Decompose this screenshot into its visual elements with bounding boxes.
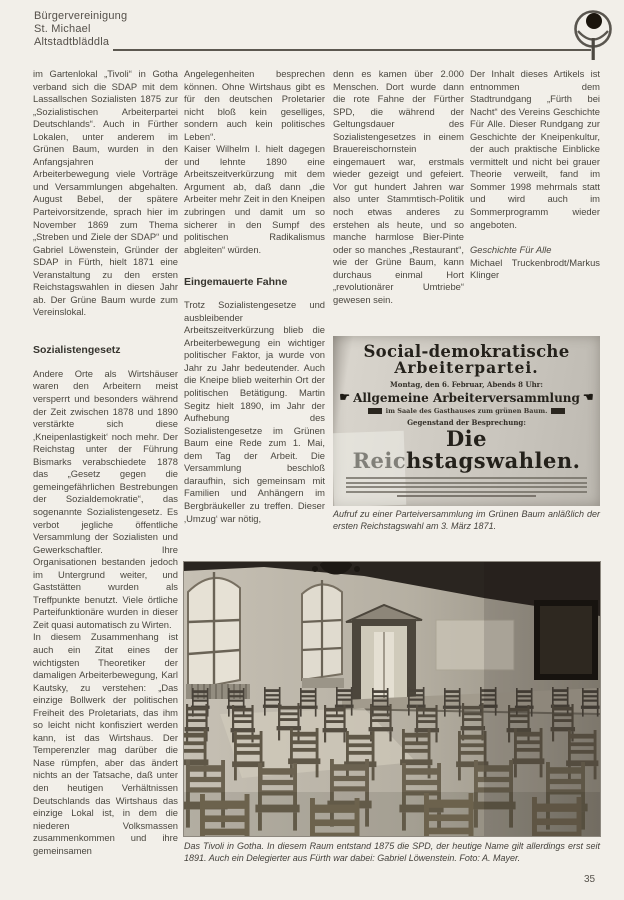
credit-organisation: Geschichte Für Alle	[470, 244, 552, 256]
org-name-line1: Bürgervereinigung	[34, 10, 128, 22]
paragraph: Andere Orte als Wirtshäuser waren den Arbeitern meist versperrt und besonders während der Zeit zwischen 1878 und 1890 verstärkte sich diese ‚Kneipenlastigkeit‘ noch mehr. Der Reichstag unter der Führung Bismarks verabschiedete 1878 das „Gesetz gegen die gemeingefährlichen Bestrebungen der Sozialdemokratie“, das sogenannte Sozialistengesetz. Es verbot jegliche öffentliche Versammlung der Sozialisten und Gewerkschaftler. Ihre Organisationen bestanden jedoch im Untergrund weiter, und Gaststätten wurden als Treffpunkte benutzt. Viele örtliche Parteifunktionäre wurden in dieser Zeit quasi automatisch zu Wirten.	[33, 367, 178, 630]
poster-meeting-line	[333, 392, 600, 405]
poster-image	[333, 336, 600, 506]
paragraph: Kaiser Wilhelm I. hielt dagegen und lehnte 1890 eine Arbeitszeitverkürzung mit dem Argument ab, daß dann „die Arbeiter mehr Zeit in den Kneipen zubringen und damit um so sicherer in den Sumpf des politischen Radikalismus abgleiten“ würden.	[184, 143, 325, 255]
poster-headline: Die Reichstagswahlen.	[352, 426, 581, 473]
header-rule	[113, 49, 591, 51]
photo-image-tivoli-hall	[184, 562, 600, 836]
org-name-line3: Altstadtbläddla	[34, 36, 110, 48]
article-column-3	[333, 68, 464, 330]
credit-authors: Michael Truckenbrodt/Markus Klinger	[470, 256, 600, 281]
masthead	[34, 10, 127, 49]
poster-paper-fold	[333, 431, 406, 506]
poster-venue-line	[333, 407, 600, 415]
pointing-hand-icon: ☚	[582, 390, 594, 404]
section-heading-sozialistengesetz: Sozialistengesetz	[33, 343, 121, 356]
fine-print-line	[346, 486, 586, 488]
poster-title-line1: Social-demokratische	[363, 342, 570, 361]
paragraph: Der Inhalt dieses Artikels ist entnommen dem Stadtrundgang „Fürth bei Nacht“ des Vereins Geschichte Für Alle. Dieser Rundgang zur Geschichte der Kneipenkultur, der auch praktische Einblicke vermittelt und nicht bei grauer Theorie verweilt, fand im Sommer 1998 mehrmals statt und wird auch im Sommerprogramm wieder angeboten.	[470, 68, 600, 230]
fine-print-signature-line	[397, 495, 536, 497]
article-credits	[470, 244, 600, 282]
fine-print-line	[346, 477, 586, 479]
fine-print-line	[346, 491, 586, 493]
article-column-1	[33, 68, 178, 868]
org-name-line2: St. Michael	[34, 23, 91, 35]
page-number: 35	[584, 874, 596, 885]
paragraph: Angelegenheiten besprechen können. Ohne Wirtshaus gibt es für den deutschen Proletarier nicht bloß kein geselliges, sondern auch kein politisches Leben“.	[184, 68, 325, 142]
paragraph: im Gartenlokal „Tivoli“ in Gotha verband sich die SDAP mit dem Lassallschen Sozialisten 1875 zur „Sozialistischen Arbeiterpartei Deutschlands“. Auch in Fürther Lokalen, unter anderem im Grünen Baum, wurden in den Anfangsjahren der Arbeiterbewegung viele Vorträge und Versammlungen abgehalten. August Bebel, der spätere Parteivorsitzende, sprach hier im November 1869 zum Thema „Streben und Ziele der SDAP“ und Gabriel Löwenstein, Gründer der SDAP in Fürth, hielt 1871 eine Veranstaltung zu den ersten Reichstagswahlen in diesen Jahr ab. Der Grüne Baum wurde zum Vereinslokal.	[33, 68, 178, 318]
poster-subject-label: Gegenstand der Besprechung:	[407, 418, 526, 427]
poster-date-line: Montag, den 6. Februar, Abends 8 Uhr:	[390, 380, 543, 389]
fine-print-line	[346, 482, 586, 484]
photo-caption: Das Tivoli in Gotha. In diesem Raum entstand 1875 die SPD, der heutige Name gilt allerdings erst seit 1891. Auch ein Delegierter aus Fürth war dabei: Gabriel Löwenstein. Foto: A. Mayer.	[184, 841, 600, 863]
poster-caption: Aufruf zu einer Parteiversammlung im Grünen Baum anläßlich der ersten Reichstagswahl am 3. März 1871.	[333, 509, 600, 531]
article-column-2	[184, 68, 325, 560]
poster-meeting-text: Allgemeine Arbeiterversammlung	[353, 391, 580, 405]
paragraph: denn es kamen über 2.000 Menschen. Dort wurde dann die rote Fahne der Fürther SPD, die während der Geltungsdauer des Sozialistengesetzes in einem Brauereischornstein eingemauert war, erstmals wieder gezeigt und gefeiert. Vor gut hundert Jahren war also unter Stammtisch-Politik noch etwas anderes zu erstehen als heute, und so manche harmlose Bier-Pinte oder so manches „Restaurant“, wie der Grüne Baum, kann durchaus einmal Hort „revolutionärer Umtriebe“ gewesen sein.	[333, 68, 464, 305]
ink-block-decoration	[368, 408, 382, 414]
section-heading-eingemauerte-fahne: Eingemauerte Fahne	[184, 276, 288, 289]
ink-block-decoration	[551, 408, 565, 414]
poster-title-line2: Arbeiterpartei.	[394, 358, 539, 377]
pointing-hand-icon: ☛	[339, 390, 351, 404]
paragraph: Trotz Sozialistengesetze und ausbleibender Arbeitszeitverkürzung blieb die Arbeiterbewegung ein wichtiger politischer Faktor, ja wurde von Jahr zu Jahr bedeutender. Auch die Kneipe blieb weiterhin Ort der politischen Betätigung. Martin Segitz hielt 1890, im Jahr der Aufhebung des Sozialistengesetze im Grünen Baum eine Rede zum 1. Mai, dem Tag der Arbeit. Die Versammlung beschloß daraufhin, sich gemeinsam mit Familien und Anhängern im Bergbräukeller zu treffen. Dieser ‚Umzug‘ war nötig,	[184, 299, 325, 524]
poster-venue-text: im Saale des Gasthauses zum grünen Baum.	[385, 407, 548, 415]
org-logo-icon	[570, 8, 618, 60]
paragraph: In diesem Zusammenhang ist auch ein Zitat eines der wichtigsten Theoretiker der damaligen Arbeiterbewegung, Karl Kautsky, zu verstehen: „Das einzige Bollwerk der politischen Freiheit des Proletariats, das ihm so leicht nicht konfisziert werden kann, ist das Wirtshaus. Der Temperenzler mag darüber die Nase rümpfen, aber das ändert nichts an der Tatsache, daß unter den heutigen Verhältnissen Deutschlands das Wirtshaus das einzige Lokal ist, in dem die niederen Volksmassen zusammenkommen und ihre gemeinsamen	[33, 631, 178, 856]
